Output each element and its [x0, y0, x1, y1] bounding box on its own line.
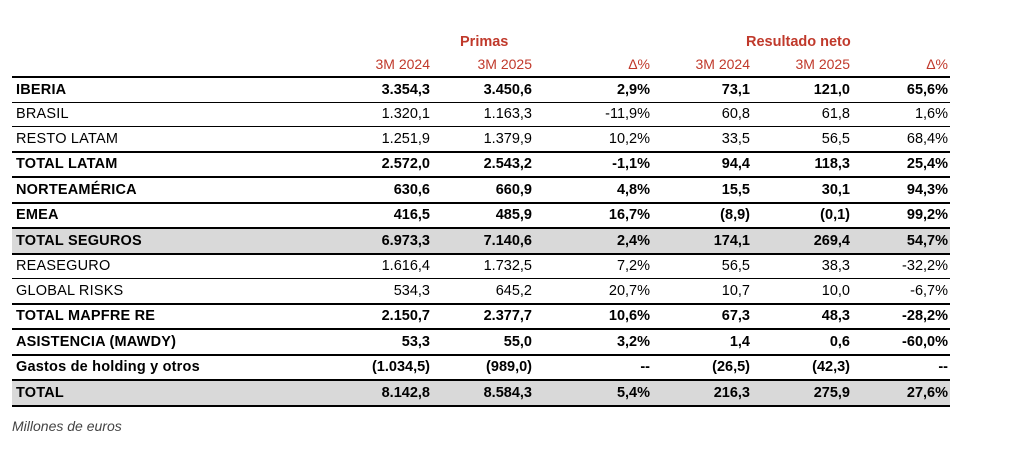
table-cell: 25,4%	[852, 152, 950, 178]
table-cell: 61,8	[752, 102, 852, 127]
table-cell: (42,3)	[752, 355, 852, 381]
table-cell: (989,0)	[432, 355, 534, 381]
results-table	[12, 54, 950, 407]
row-label: ASISTENCIA (MAWDY)	[12, 329, 302, 355]
table-cell: --	[852, 355, 950, 381]
table-cell: 48,3	[752, 304, 852, 330]
table-cell: (0,1)	[752, 203, 852, 229]
column-header-resultado-3m2024: 3M 2024	[652, 54, 752, 77]
table-cell: 73,1	[652, 77, 752, 102]
row-label: TOTAL LATAM	[12, 152, 302, 178]
table-cell: 269,4	[752, 228, 852, 254]
table-cell: 630,6	[302, 177, 432, 203]
column-header-resultado-3m2025: 3M 2025	[752, 54, 852, 77]
table-cell: 1.616,4	[302, 254, 432, 279]
table-cell: 56,5	[652, 254, 752, 279]
table-cell: 2.572,0	[302, 152, 432, 178]
table-cell: 20,7%	[534, 279, 652, 304]
table-cell: 65,6%	[852, 77, 950, 102]
table-cell: 1.732,5	[432, 254, 534, 279]
table-cell: 2,4%	[534, 228, 652, 254]
table-row	[12, 254, 950, 279]
table-cell: 1.163,3	[432, 102, 534, 127]
group-header-resultado-neto: Resultado neto	[746, 34, 851, 50]
table-cell: -28,2%	[852, 304, 950, 330]
table-cell: 4,8%	[534, 177, 652, 203]
row-label: IBERIA	[12, 77, 302, 102]
table-cell: 216,3	[652, 380, 752, 406]
table-cell: 67,3	[652, 304, 752, 330]
table-cell: 60,8	[652, 102, 752, 127]
results-table-container	[12, 34, 950, 407]
table-row	[12, 77, 950, 102]
column-header-primas-delta: Δ%	[534, 54, 652, 77]
table-cell: 55,0	[432, 329, 534, 355]
table-row	[12, 355, 950, 381]
table-cell: 121,0	[752, 77, 852, 102]
table-cell: 1,4	[652, 329, 752, 355]
table-body	[12, 77, 950, 406]
table-cell: 54,7%	[852, 228, 950, 254]
table-cell: 38,3	[752, 254, 852, 279]
table-cell: (1.034,5)	[302, 355, 432, 381]
table-row	[12, 177, 950, 203]
units-footnote: Millones de euros	[12, 418, 122, 434]
table-cell: 30,1	[752, 177, 852, 203]
row-label: NORTEAMÉRICA	[12, 177, 302, 203]
table-cell: 2,9%	[534, 77, 652, 102]
table-cell: (26,5)	[652, 355, 752, 381]
table-cell: 3.354,3	[302, 77, 432, 102]
table-cell: 27,6%	[852, 380, 950, 406]
column-header-blank	[12, 54, 302, 77]
table-cell: 10,6%	[534, 304, 652, 330]
table-row	[12, 329, 950, 355]
table-cell: 15,5	[652, 177, 752, 203]
table-cell: 416,5	[302, 203, 432, 229]
table-cell: -6,7%	[852, 279, 950, 304]
table-cell: -11,9%	[534, 102, 652, 127]
table-row	[12, 152, 950, 178]
table-cell: 2.377,7	[432, 304, 534, 330]
table-cell: 5,4%	[534, 380, 652, 406]
table-cell: 0,6	[752, 329, 852, 355]
table-cell: 6.973,3	[302, 228, 432, 254]
table-cell: --	[534, 355, 652, 381]
table-cell: 3,2%	[534, 329, 652, 355]
row-label: TOTAL	[12, 380, 302, 406]
table-cell: 275,9	[752, 380, 852, 406]
table-cell: 118,3	[752, 152, 852, 178]
table-cell: 1.379,9	[432, 127, 534, 152]
table-cell: 94,3%	[852, 177, 950, 203]
table-cell: 33,5	[652, 127, 752, 152]
table-cell: 99,2%	[852, 203, 950, 229]
table-cell: 10,0	[752, 279, 852, 304]
column-header-row	[12, 54, 950, 77]
table-cell: 660,9	[432, 177, 534, 203]
column-header-resultado-delta: Δ%	[852, 54, 950, 77]
table-cell: 56,5	[752, 127, 852, 152]
group-header-primas: Primas	[460, 34, 509, 50]
table-cell: 10,2%	[534, 127, 652, 152]
row-label: BRASIL	[12, 102, 302, 127]
row-label: TOTAL SEGUROS	[12, 228, 302, 254]
row-label: TOTAL MAPFRE RE	[12, 304, 302, 330]
table-row	[12, 380, 950, 406]
table-cell: 68,4%	[852, 127, 950, 152]
table-cell: -60,0%	[852, 329, 950, 355]
table-row	[12, 228, 950, 254]
table-cell: 2.150,7	[302, 304, 432, 330]
table-cell: 485,9	[432, 203, 534, 229]
table-cell: 1.251,9	[302, 127, 432, 152]
table-row	[12, 304, 950, 330]
row-label: GLOBAL RISKS	[12, 279, 302, 304]
table-cell: 2.543,2	[432, 152, 534, 178]
table-cell: 8.584,3	[432, 380, 534, 406]
column-header-primas-3m2025: 3M 2025	[432, 54, 534, 77]
table-cell: 1,6%	[852, 102, 950, 127]
table-cell: 8.142,8	[302, 380, 432, 406]
table-row	[12, 203, 950, 229]
table-cell: -1,1%	[534, 152, 652, 178]
table-cell: 94,4	[652, 152, 752, 178]
table-cell: 534,3	[302, 279, 432, 304]
table-cell: 53,3	[302, 329, 432, 355]
table-cell: (8,9)	[652, 203, 752, 229]
column-group-headers	[12, 34, 950, 54]
table-cell: 174,1	[652, 228, 752, 254]
table-cell: 7,2%	[534, 254, 652, 279]
table-cell: 7.140,6	[432, 228, 534, 254]
table-cell: -32,2%	[852, 254, 950, 279]
row-label: EMEA	[12, 203, 302, 229]
table-cell: 1.320,1	[302, 102, 432, 127]
table-cell: 3.450,6	[432, 77, 534, 102]
table-cell: 10,7	[652, 279, 752, 304]
table-row	[12, 279, 950, 304]
table-cell: 645,2	[432, 279, 534, 304]
table-row	[12, 127, 950, 152]
row-label: RESTO LATAM	[12, 127, 302, 152]
row-label: REASEGURO	[12, 254, 302, 279]
table-cell: 16,7%	[534, 203, 652, 229]
column-header-primas-3m2024: 3M 2024	[302, 54, 432, 77]
table-row	[12, 102, 950, 127]
row-label: Gastos de holding y otros	[12, 355, 302, 381]
